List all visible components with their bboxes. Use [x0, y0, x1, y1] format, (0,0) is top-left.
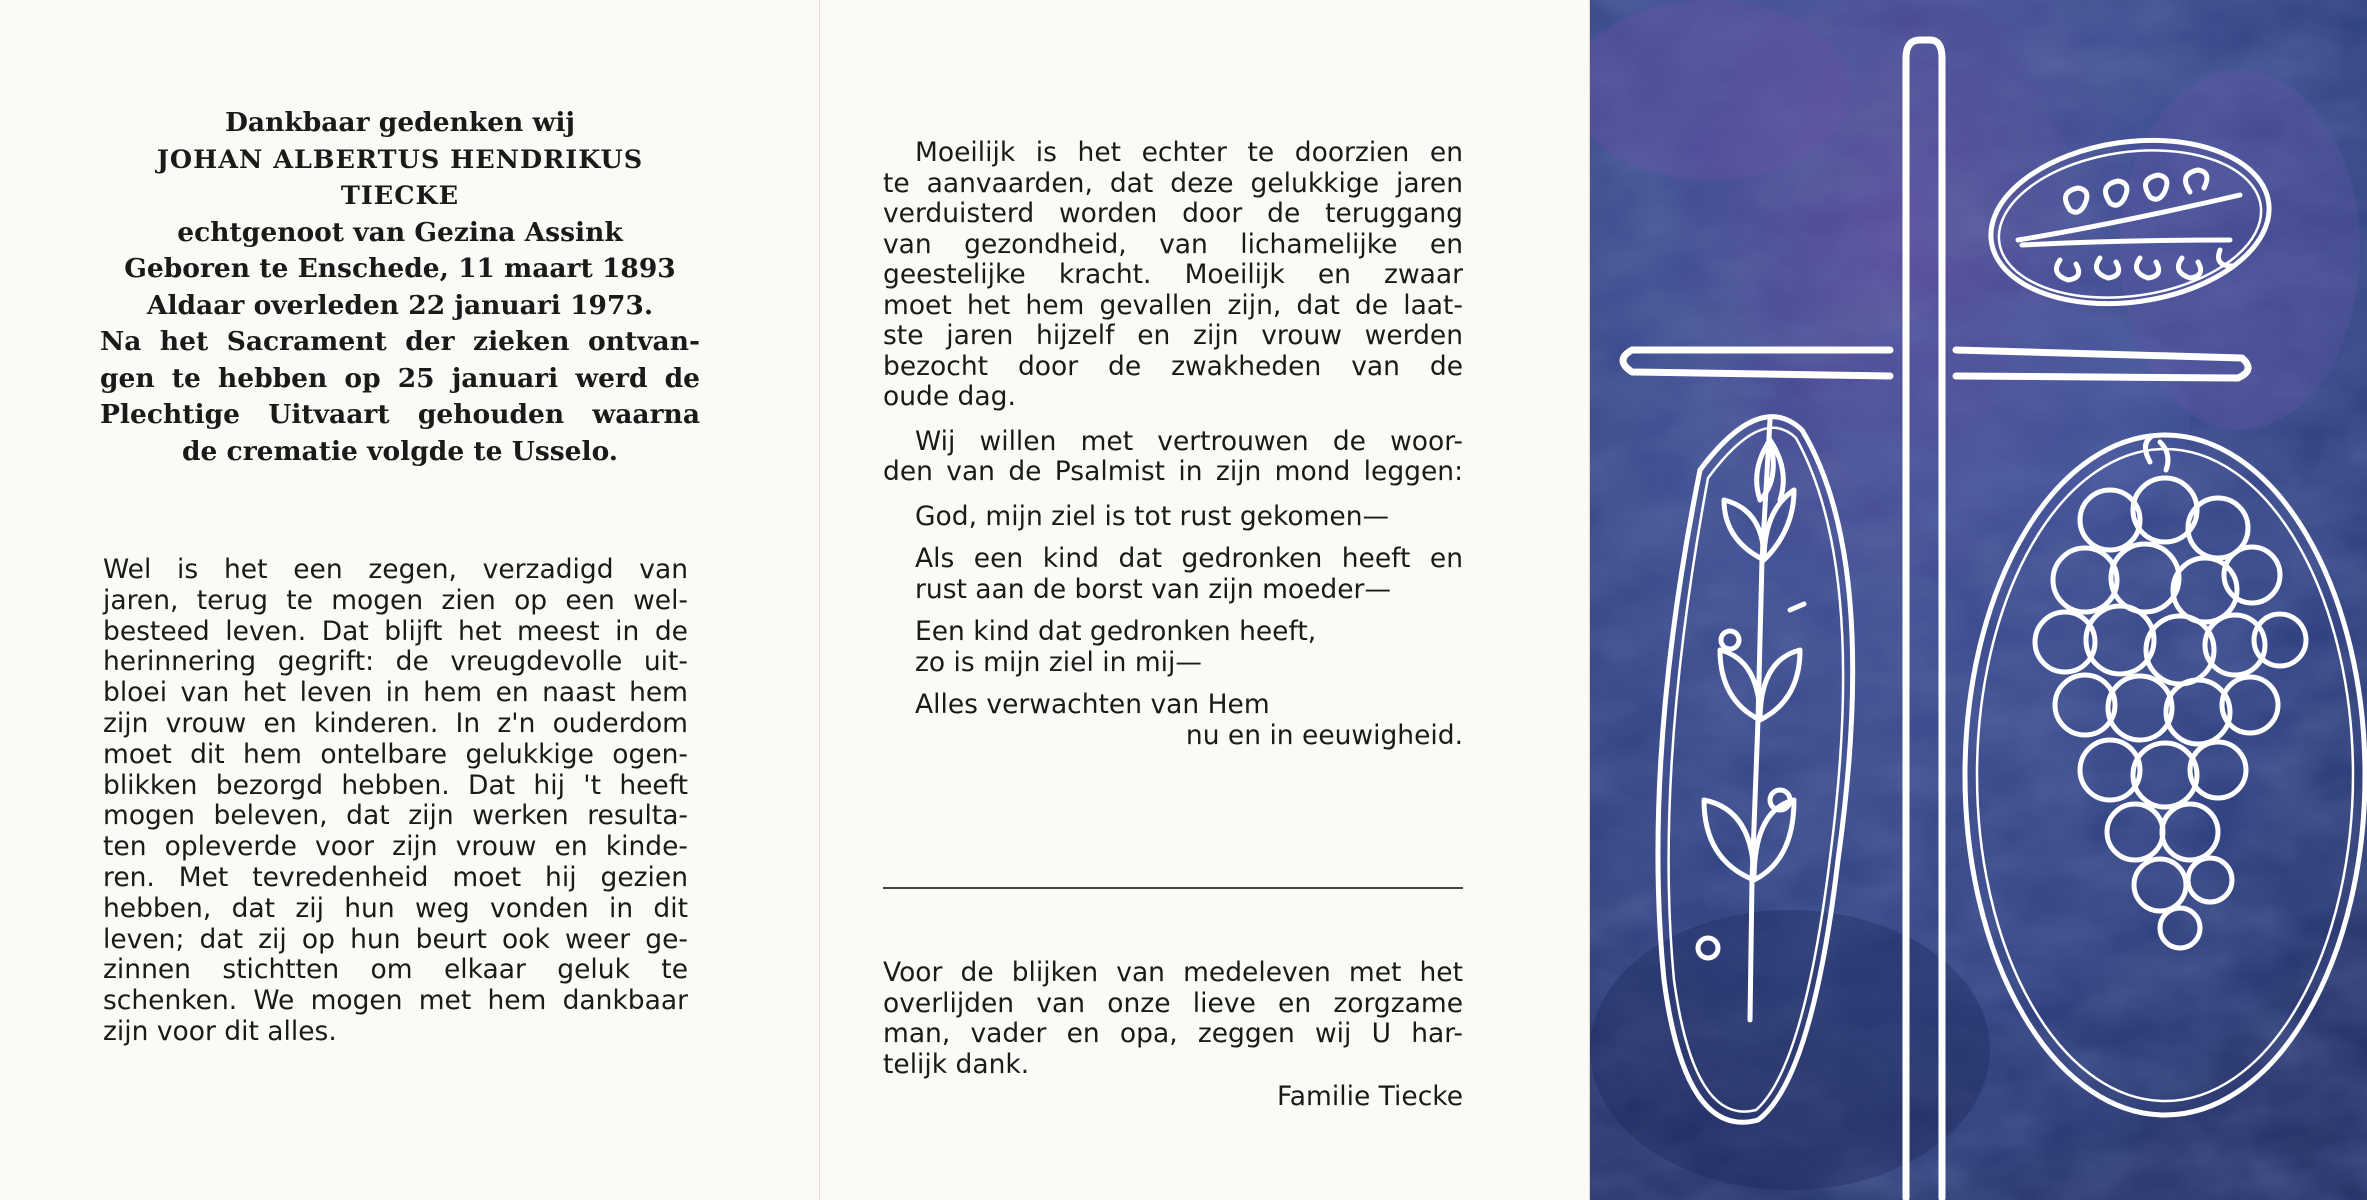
- psalm-quote: [883, 502, 1463, 752]
- reflection-line: geestelijke kracht. Moeilijk en zwaar: [883, 259, 1463, 290]
- tribute-line: leven; dat zij op hun beurt ook weer ge-: [103, 923, 688, 955]
- tribute-line: besteed leven. Dat blijft het meest in de: [103, 615, 688, 647]
- psalm-line: Een kind dat gedronken heeft,: [915, 616, 1317, 647]
- spouse-line: echtgenoot van Gezina Assink: [177, 216, 623, 248]
- tribute-line: zijn voor dit alles.: [103, 1015, 337, 1047]
- psalm-line: Als een kind dat gedronken heeft en: [915, 543, 1463, 574]
- thanks-line: man, vader en opa, zeggen wij U har-: [883, 1018, 1463, 1049]
- sacrament-line-1: Na het Sacrament der zieken ontvan-: [100, 326, 700, 357]
- death-line: Aldaar overleden 22 januari 1973.: [146, 289, 654, 321]
- psalm-line: rust aan de borst van zijn moeder—: [915, 573, 1391, 605]
- artwork-illustration: [1590, 0, 2367, 1200]
- birth-line: Geboren te Enschede, 11 maart 1893: [124, 253, 676, 284]
- tribute-paragraph: [103, 555, 688, 1048]
- reflection-line: ste jaren hijzelf en zijn vrouw werden: [883, 320, 1463, 351]
- reflection-line: van gezondheid, van lichamelijke en: [883, 228, 1463, 260]
- tribute-line: schenken. We mogen met hem dankbaar: [103, 985, 688, 1017]
- psalm-line: God, mijn ziel is tot rust gekomen—: [915, 500, 1390, 532]
- tribute-line: moet dit hem ontelbare gelukkige ogen-: [103, 738, 688, 770]
- artwork-panel: [1590, 0, 2367, 1200]
- tribute-line: herinnering gegrift: de vreugdevolle uit-: [103, 646, 688, 678]
- divider-line: [883, 887, 1463, 889]
- reflection-line: oude dag.: [883, 381, 1016, 412]
- tribute-line: ren. Met tevredenheid moet hij gezien: [103, 861, 688, 893]
- tribute-line: blikken bezorgd hebben. Dat hij 't heeft: [103, 769, 688, 801]
- tribute-line: ten opleverde voor zijn vrouw en kinde-: [103, 831, 688, 863]
- psalm-line: nu en in eeuwigheid.: [1185, 719, 1463, 751]
- psalm-line: zo is mijn ziel in mij—: [915, 646, 1202, 678]
- psalm-line: Alles verwachten van Hem: [915, 689, 1270, 720]
- reflection-text: [883, 138, 1463, 763]
- reflection-line: moet het hem gevallen zijn, dat de laat-: [883, 289, 1463, 321]
- tribute-line: hebben, dat zij hun weg vonden in dit: [103, 892, 688, 924]
- funeral-line: Plechtige Uitvaart gehouden waarna: [100, 399, 700, 430]
- psalm-intro-line: den van de Psalmist in zijn mond leggen:: [883, 456, 1463, 487]
- thanks-paragraph: [883, 958, 1463, 1113]
- reflection-line: verduisterd worden door de teruggang: [883, 198, 1463, 229]
- tribute-line: mogen beleven, dat zijn werken resulta-: [103, 800, 688, 832]
- left-card-panel: [0, 0, 820, 1200]
- memorial-header: [100, 105, 700, 470]
- tribute-line: jaren, terug te mogen zien op een wel-: [103, 584, 688, 616]
- deceased-name: JOHAN ALBERTUS HENDRIKUS: [156, 144, 644, 175]
- reflection-line: bezocht door de zwakheden van de: [883, 350, 1463, 382]
- tribute-line: Wel is het een zegen, verzadigd van: [103, 554, 688, 585]
- tribute-line: zinnen stichtten om elkaar geluk te: [103, 954, 688, 986]
- deceased-surname: TIECKE: [340, 181, 460, 211]
- thanks-line: telijk dank.: [883, 1048, 1030, 1080]
- tribute-line: zijn vrouw en kinderen. In z'n ouderdom: [103, 707, 688, 739]
- tribute-line: bloei van het leven in hem en naast hem: [103, 677, 688, 709]
- intro-line: Dankbaar gedenken wij: [224, 107, 576, 138]
- thanks-line: overlijden van onze lieve en zorgzame: [883, 987, 1463, 1019]
- cremation-line: de crematie volgde te Usselo.: [181, 435, 619, 467]
- sacrament-line-2: gen te hebben op 25 januari werd de: [100, 362, 700, 394]
- reflection-line: te aanvaarden, dat deze gelukkige jaren: [883, 167, 1463, 199]
- family-signature: Familie Tiecke: [1277, 1081, 1463, 1112]
- thanks-line: Voor de blijken van medeleven met het: [883, 957, 1463, 988]
- psalm-intro-line: Wij willen met vertrouwen de woor-: [915, 425, 1463, 457]
- reflection-line: Moeilijk is het echter te doorzien en: [915, 137, 1463, 168]
